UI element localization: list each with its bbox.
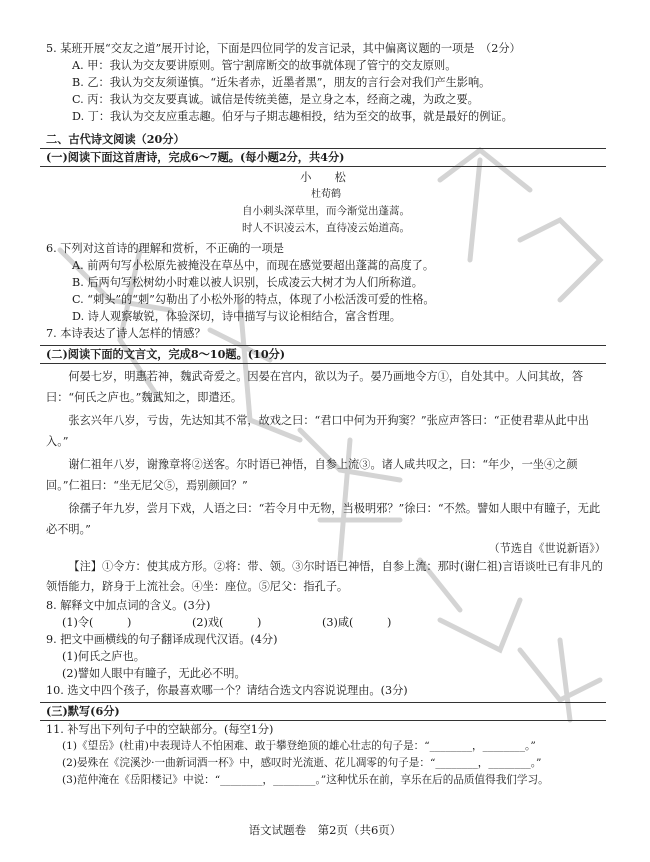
q8-item-3: (3)咸( ) bbox=[322, 616, 392, 629]
q8-item-2: (2)戏( ) bbox=[192, 616, 262, 629]
section2-heading: 二、古代诗文阅读（20分） bbox=[46, 132, 185, 146]
passage-paragraph-1: 何晏七岁，明惠若神，魏武奇爱之。因晏在宫内，欲以为子。晏乃画地令方①，自处其中。人问其故，答曰：“何氏之庐也。”魏武知之，即遣还。 bbox=[46, 370, 584, 404]
exam-content bbox=[46, 40, 606, 789]
q5-option-b: B. 乙：我认为交友须谨慎。“近朱者赤，近墨者黑”，朋友的言行会对我们产生影响。 bbox=[72, 76, 491, 89]
q8-item-1: (1)令( ) bbox=[62, 616, 132, 629]
q5-option-d: D. 丁：我认为交友应重志趣。伯牙与子期志趣相投，结为至交的故事，就是最好的例证。 bbox=[72, 110, 513, 123]
q6-option-d: D. 诗人观察敏锐，体验深切，诗中描写与议论相结合，富含哲理。 bbox=[72, 310, 401, 323]
passage-paragraph-2: 张玄兴年八岁，亏齿，先达知其不常，故戏之曰：“君口中何为开狗窦？”张应声答曰：“正使君辈从此中出入。” bbox=[46, 414, 589, 448]
q8-stem: 8. 解释文中加点词的含义。(3分) bbox=[46, 599, 211, 612]
passage-paragraph-3: 谢仁祖年八岁，谢豫章将②送客。尔时语已神悟，自参上流③。诸人咸共叹之，曰：“年少，一坐④之颜回。”仁祖曰：“坐无尼父⑤，焉别颜回？” bbox=[46, 458, 578, 492]
q5-stem-text: 5. 某班开展“交友之道”展开讨论，下面是四位同学的发言记录，其中偏离议题的一项是 bbox=[46, 42, 475, 55]
q11-item-2: (2)晏殊在《浣溪沙·一曲新词酒一杯》中，感叹时光流逝、花儿凋零的句子是：“________，________。” bbox=[62, 757, 542, 769]
q9-item-1: (1)何氏之庐也。 bbox=[62, 650, 145, 663]
passage-paragraph-4: 徐孺子年九岁，尝月下戏，人语之曰：“若令月中无物，当极明邪？”徐曰：“不然。譬如人眼中有瞳子，无此必不明。” bbox=[46, 502, 601, 536]
passage-note: 【注】①令方：使其成方形。②将：带、领。③尔时语已神悟，自参上流：那时(谢仁祖)言语谈吐已有非凡的领悟能力，跻身于上流社会。④坐：座位。⑤尼父：指孔子。 bbox=[46, 560, 603, 593]
q10-stem: 10. 选文中四个孩子，你最喜欢哪一个？请结合选文内容说说理由。(3分) bbox=[46, 684, 408, 697]
passage-source: （节选自《世说新语》） bbox=[488, 542, 606, 555]
q5-option-a: A. 甲：我认为交友要讲原则。管宁割席断交的故事就体现了管宁的交友原则。 bbox=[72, 59, 457, 72]
q11-stem: 11. 补写出下列句子中的空缺部分。(每空1分) bbox=[46, 723, 274, 736]
q6-option-c: C. “刺头”的“刺”勾勒出了小松外形的特点，体现了小松活泼可爱的性格。 bbox=[72, 293, 435, 306]
q8-items bbox=[62, 614, 606, 631]
q9-stem: 9. 把文中画横线的句子翻译成现代汉语。(4分) bbox=[46, 633, 278, 646]
page-footer: 语文试题卷 第2页（共6页） bbox=[248, 823, 402, 837]
poem-line-1: 自小刺头深草里，而今渐觉出蓬蒿。 bbox=[242, 205, 410, 217]
q9-item-2: (2)譬如人眼中有瞳子，无此必不明。 bbox=[62, 667, 246, 680]
q7-stem: 7. 本诗表达了诗人怎样的情感？ bbox=[46, 327, 206, 340]
q5-option-c: C. 丙：我认为交友要真诚。诚信是传统美德，是立身之本，经商之魂，为政之要。 bbox=[72, 93, 479, 106]
q11-item-1: (1)《望岳》(杜甫)中表现诗人不怕困难、敢于攀登绝顶的雄心壮志的句子是：“________，________。” bbox=[62, 740, 536, 752]
part2-heading: (二)阅读下面的文言文，完成8～10题。(10分) bbox=[40, 345, 606, 364]
poem-author: 杜荀鹤 bbox=[311, 189, 341, 200]
q6-stem: 6. 下列对这首诗的理解和赏析，不正确的一项是 bbox=[46, 242, 284, 255]
q11-item-3: (3)范仲淹在《岳阳楼记》中说：“________，________。”这种忧乐在前，享乐在后的品质值得我们学习。 bbox=[62, 774, 549, 786]
part1-heading: (一)阅读下面这首唐诗，完成6～7题。(每小题2分，共4分) bbox=[40, 148, 606, 167]
q5-stem bbox=[46, 40, 606, 57]
q5-score: （2分） bbox=[485, 42, 521, 55]
poem-line-2: 时人不识凌云木，直待凌云始道高。 bbox=[242, 222, 410, 234]
poem-title: 小 松 bbox=[300, 171, 352, 184]
part3-heading: (三)默写(6分) bbox=[40, 702, 606, 721]
q6-option-b: B. 后两句写松树幼小时难以被人识别，长成凌云大树才为人们所称道。 bbox=[72, 276, 423, 289]
q6-option-a: A. 前两句写小松原先被掩没在草丛中，而现在感觉要超出蓬蒿的高度了。 bbox=[72, 259, 435, 272]
